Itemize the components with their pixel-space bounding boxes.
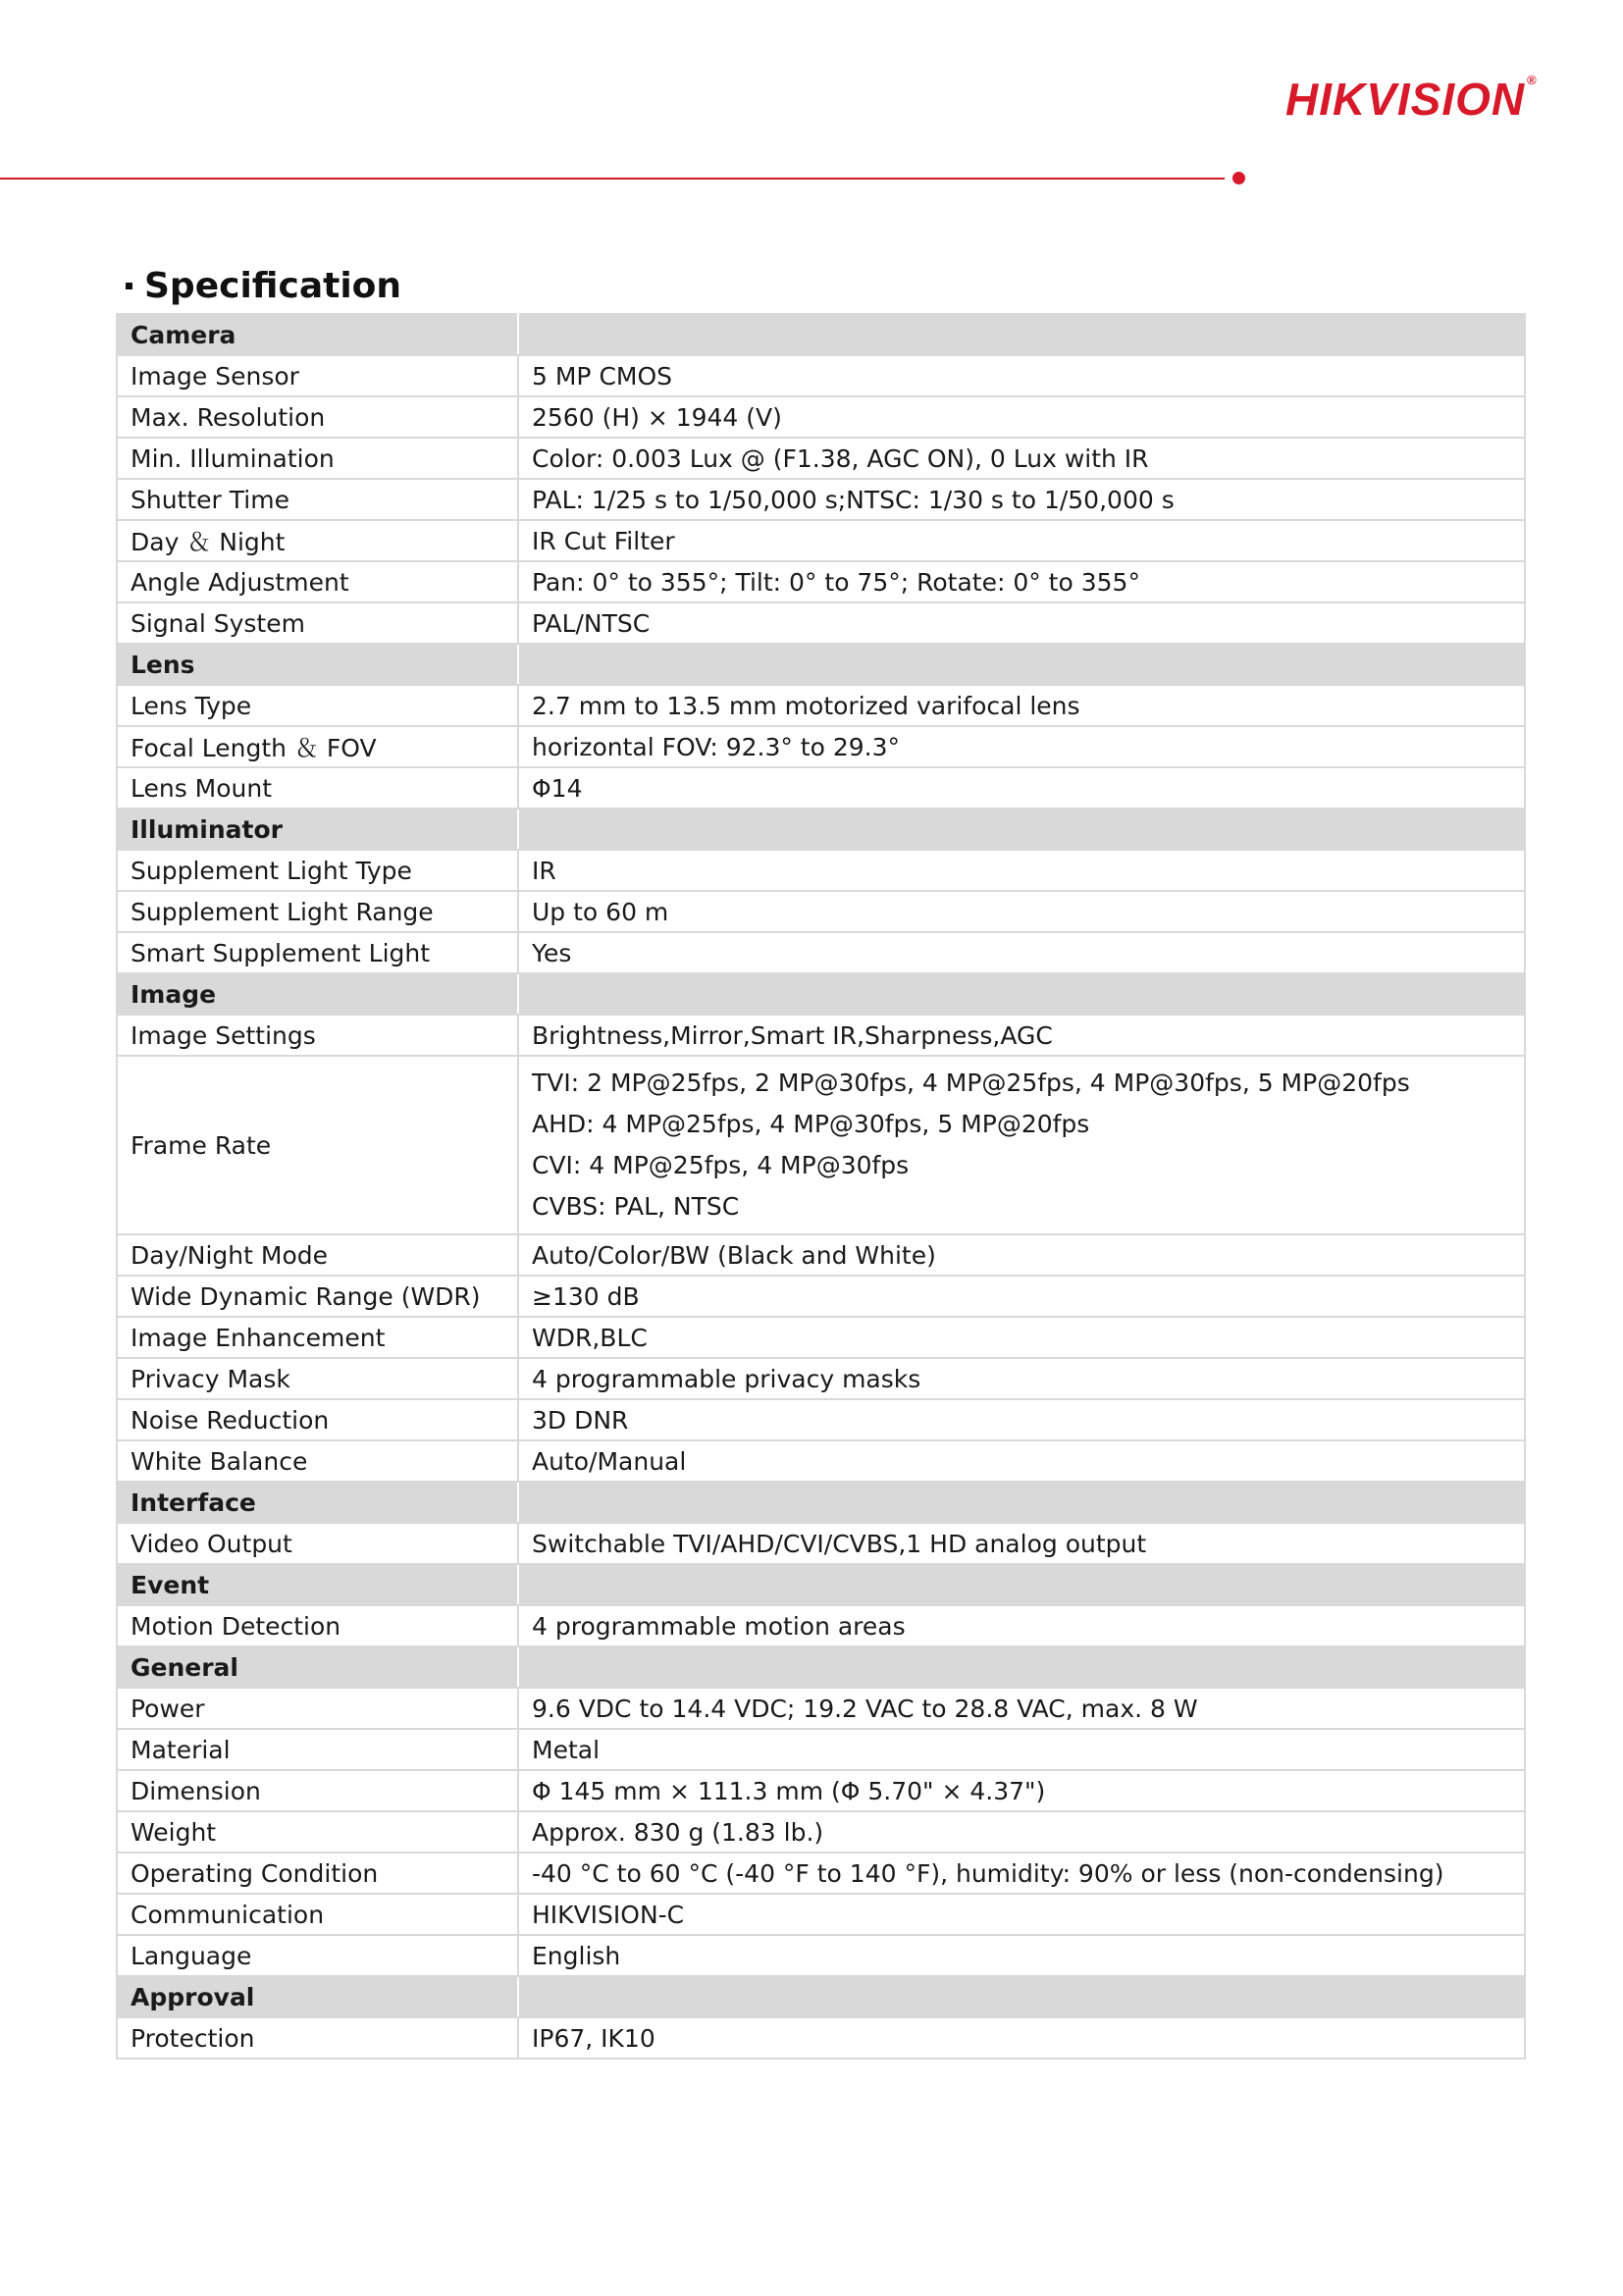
spec-value: 2.7 mm to 13.5 mm motorized varifocal lens — [518, 685, 1525, 726]
section-header: Event — [117, 1564, 518, 1605]
section-header-filler — [518, 1646, 1525, 1688]
section-header-filler — [518, 1482, 1525, 1523]
spec-label: Lens Type — [117, 685, 518, 726]
spec-row — [117, 602, 1525, 644]
spec-row — [117, 1234, 1525, 1276]
spec-value: WDR,BLC — [518, 1317, 1525, 1358]
spec-row — [117, 1729, 1525, 1770]
spec-row — [117, 767, 1525, 809]
section-header-row — [117, 314, 1525, 355]
specification-table — [116, 313, 1526, 2060]
spec-row — [117, 891, 1525, 932]
section-header-row — [117, 1646, 1525, 1688]
section-header: Lens — [117, 644, 518, 685]
specification-table-body — [117, 314, 1525, 2059]
spec-value: Yes — [518, 932, 1525, 973]
spec-row — [117, 1770, 1525, 1811]
section-header-row — [117, 973, 1525, 1015]
section-header-filler — [518, 644, 1525, 685]
specification-heading — [126, 266, 401, 306]
spec-label: Image Enhancement — [117, 1317, 518, 1358]
header-rule-dot — [1232, 172, 1245, 184]
section-header-row — [117, 1564, 1525, 1605]
spec-row — [117, 1935, 1525, 1976]
section-header-filler — [518, 1564, 1525, 1605]
spec-label: Image Sensor — [117, 355, 518, 396]
spec-row — [117, 396, 1525, 438]
spec-row — [117, 355, 1525, 396]
spec-value-line: AHD: 4 MP@25fps, 4 MP@30fps, 5 MP@20fps — [532, 1110, 1090, 1138]
spec-value: Brightness,Mirror,Smart IR,Sharpness,AGC — [518, 1015, 1525, 1056]
spec-row — [117, 1605, 1525, 1646]
section-header: Interface — [117, 1482, 518, 1523]
spec-label: Weight — [117, 1811, 518, 1852]
spec-value-line: TVI: 2 MP@25fps, 2 MP@30fps, 4 MP@25fps, 4 MP@30fps, 5 MP@20fps — [532, 1069, 1410, 1097]
spec-row — [117, 685, 1525, 726]
section-header: Camera — [117, 314, 518, 355]
spec-label: Signal System — [117, 602, 518, 644]
spec-row — [117, 1523, 1525, 1564]
logo-text: HIKVISION — [1285, 74, 1526, 125]
section-header-filler — [518, 809, 1525, 850]
spec-label: Shutter Time — [117, 479, 518, 520]
spec-row — [117, 932, 1525, 973]
spec-value: 4 programmable motion areas — [518, 1605, 1525, 1646]
spec-row — [117, 1440, 1525, 1482]
spec-label: Power — [117, 1688, 518, 1729]
spec-value: 9.6 VDC to 14.4 VDC; 19.2 VAC to 28.8 VAC, max. 8 W — [518, 1688, 1525, 1729]
spec-value: Up to 60 m — [518, 891, 1525, 932]
section-header-row — [117, 1482, 1525, 1523]
spec-row — [117, 1317, 1525, 1358]
spec-label: Lens Mount — [117, 767, 518, 809]
spec-label: Focal Length ＆ FOV — [117, 726, 518, 767]
spec-label: Supplement Light Type — [117, 850, 518, 891]
spec-label: Day/Night Mode — [117, 1234, 518, 1276]
section-header-filler — [518, 314, 1525, 355]
spec-value: -40 °C to 60 °C (-40 °F to 140 °F), humidity: 90% or less (non-condensing) — [518, 1852, 1525, 1894]
spec-row — [117, 2017, 1525, 2059]
spec-label: Image Settings — [117, 1015, 518, 1056]
spec-label: Min. Illumination — [117, 438, 518, 479]
spec-label: White Balance — [117, 1440, 518, 1482]
spec-label: Max. Resolution — [117, 396, 518, 438]
spec-value: Pan: 0° to 355°; Tilt: 0° to 75°; Rotate: 0° to 355° — [518, 561, 1525, 602]
spec-row — [117, 1894, 1525, 1935]
section-header-row — [117, 809, 1525, 850]
spec-value: PAL/NTSC — [518, 602, 1525, 644]
spec-label: Smart Supplement Light — [117, 932, 518, 973]
spec-row — [117, 1056, 1525, 1234]
spec-value: English — [518, 1935, 1525, 1976]
registered-mark: ® — [1527, 73, 1538, 87]
spec-value — [518, 1056, 1525, 1234]
spec-row — [117, 1852, 1525, 1894]
spec-row — [117, 520, 1525, 561]
spec-row — [117, 1276, 1525, 1317]
spec-value: 4 programmable privacy masks — [518, 1358, 1525, 1399]
spec-value: HIKVISION-C — [518, 1894, 1525, 1935]
spec-label: Privacy Mask — [117, 1358, 518, 1399]
spec-row — [117, 479, 1525, 520]
spec-value: Color: 0.003 Lux @ (F1.38, AGC ON), 0 Lux with IR — [518, 438, 1525, 479]
spec-label: Material — [117, 1729, 518, 1770]
spec-value: Auto/Manual — [518, 1440, 1525, 1482]
spec-value: Φ 145 mm × 111.3 mm (Φ 5.70" × 4.37") — [518, 1770, 1525, 1811]
spec-label: Protection — [117, 2017, 518, 2059]
spec-value: 5 MP CMOS — [518, 355, 1525, 396]
spec-label: Frame Rate — [117, 1056, 518, 1234]
spec-value: Metal — [518, 1729, 1525, 1770]
spec-value: IR — [518, 850, 1525, 891]
spec-row — [117, 1688, 1525, 1729]
section-header-filler — [518, 1976, 1525, 2017]
spec-value: 2560 (H) × 1944 (V) — [518, 396, 1525, 438]
spec-label: Dimension — [117, 1770, 518, 1811]
spec-value: 3D DNR — [518, 1399, 1525, 1440]
section-header-row — [117, 644, 1525, 685]
spec-row — [117, 726, 1525, 767]
spec-row — [117, 561, 1525, 602]
section-header: Illuminator — [117, 809, 518, 850]
spec-value: Auto/Color/BW (Black and White) — [518, 1234, 1525, 1276]
spec-label: Motion Detection — [117, 1605, 518, 1646]
spec-value: Approx. 830 g (1.83 lb.) — [518, 1811, 1525, 1852]
spec-value: IR Cut Filter — [518, 520, 1525, 561]
spec-label: Communication — [117, 1894, 518, 1935]
spec-row — [117, 1358, 1525, 1399]
spec-value: Φ14 — [518, 767, 1525, 809]
section-header-row — [117, 1976, 1525, 2017]
section-header: Approval — [117, 1976, 518, 2017]
spec-label: Wide Dynamic Range (WDR) — [117, 1276, 518, 1317]
section-header-filler — [518, 973, 1525, 1015]
spec-value: Switchable TVI/AHD/CVI/CVBS,1 HD analog output — [518, 1523, 1525, 1564]
spec-row — [117, 438, 1525, 479]
spec-row — [117, 1399, 1525, 1440]
spec-row — [117, 1811, 1525, 1852]
spec-label: Operating Condition — [117, 1852, 518, 1894]
specification-title: Specification — [144, 266, 402, 306]
section-header: Image — [117, 973, 518, 1015]
spec-value-line: CVI: 4 MP@25fps, 4 MP@30fps — [532, 1151, 910, 1179]
spec-row — [117, 850, 1525, 891]
spec-label: Day ＆ Night — [117, 520, 518, 561]
hikvision-logo — [1285, 73, 1538, 126]
spec-value: PAL: 1/25 s to 1/50,000 s;NTSC: 1/30 s to 1/50,000 s — [518, 479, 1525, 520]
spec-label: Noise Reduction — [117, 1399, 518, 1440]
spec-value-line: CVBS: PAL, NTSC — [532, 1192, 740, 1221]
spec-label: Supplement Light Range — [117, 891, 518, 932]
heading-bullet-icon — [126, 283, 132, 289]
spec-value: ≥130 dB — [518, 1276, 1525, 1317]
spec-value: IP67, IK10 — [518, 2017, 1525, 2059]
spec-label: Angle Adjustment — [117, 561, 518, 602]
spec-row — [117, 1015, 1525, 1056]
spec-value: horizontal FOV: 92.3° to 29.3° — [518, 726, 1525, 767]
section-header: General — [117, 1646, 518, 1688]
header-rule — [0, 178, 1225, 180]
spec-label: Video Output — [117, 1523, 518, 1564]
spec-label: Language — [117, 1935, 518, 1976]
